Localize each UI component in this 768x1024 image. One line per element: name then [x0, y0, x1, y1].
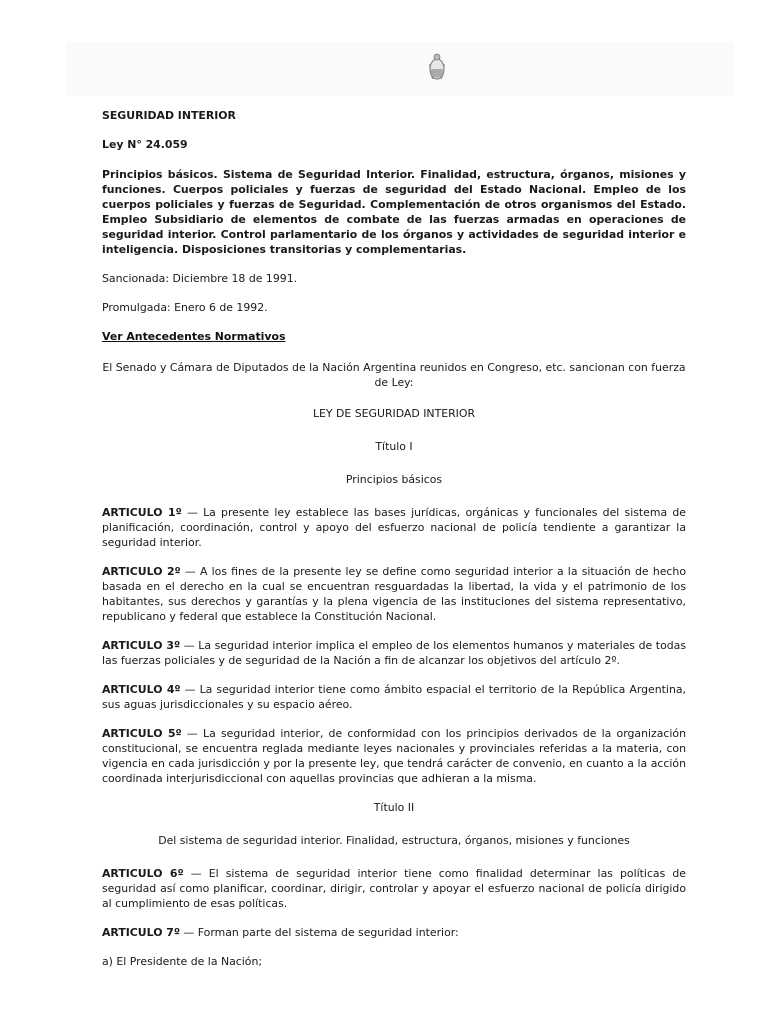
article-7-text: — Forman parte del sistema de seguridad interior: [179, 926, 459, 939]
article-5 [102, 726, 686, 786]
list-item: a) El Presidente de la Nación; [102, 955, 263, 968]
article-2-text: — A los fines de la presente ley se define como seguridad interior a la situación de hecho basada en el derecho en la cual se encuentran resguardadas la libertad, la vida y el patrimonio de los habitantes, sus derechos y garantías y la plena vigencia de las instituciones del sistema representativo, republicano y federal que establece la Constitución Nacional. [102, 565, 686, 623]
article-1-number: ARTICULO 1º [102, 506, 182, 519]
article-2 [102, 564, 686, 624]
antecedents-link[interactable]: Ver Antecedentes Normativos [102, 330, 286, 343]
article-5-number: ARTICULO 5º [102, 727, 182, 740]
article-6-text: — El sistema de seguridad interior tiene como finalidad determinar las políticas de seguridad así como planificar, coordinar, dirigir, controlar y apoyar el esfuerzo nacional de policía dirigido al cumplimiento de esas políticas. [102, 867, 686, 910]
article-5-text: — La seguridad interior, de conformidad con los principios derivados de la organización constitucional, se encuentra reglada mediante leyes nacionales y provinciales referidas a la materia, con vigencia en cada jurisdicción y por la presente ley, que tendrá carácter de convenio, en cuanto a la acción coordinada interjurisdiccional con aquellas provincias que adhieran a la misma. [102, 727, 686, 785]
article-4-number: ARTICULO 4º [102, 683, 181, 696]
article-2-number: ARTICULO 2º [102, 565, 181, 578]
article-4-text: — La seguridad interior tiene como ámbito espacial el territorio de la República Argentina, sus aguas jurisdiccionales y su espacio aéreo. [102, 683, 686, 711]
law-heading: LEY DE SEGURIDAD INTERIOR [312, 407, 476, 420]
sanction-date: Sancionada: Diciembre 18 de 1991. [102, 272, 298, 285]
argentine-coat-of-arms-icon [427, 52, 447, 84]
article-7 [102, 925, 686, 940]
header-band [66, 42, 734, 96]
promulgation-date: Promulgada: Enero 6 de 1992. [102, 301, 268, 314]
law-summary: Principios básicos. Sistema de Seguridad Interior. Finalidad, estructura, órganos, misiones y funciones. Cuerpos policiales y fuerzas de seguridad del Estado Nacional. Empleo de los cuerpos policiales y fuerzas de Seguridad. Complementación de otros organismos del Estado. Empleo Subsidiario de elementos de combate de las fuerzas armadas en operaciones de seguridad interior. Control parlamentario de los órganos y actividades de seguridad interior e inteligencia. Disposiciones transitorias y complementarias. [102, 168, 686, 256]
title-1-name: Principios básicos [345, 473, 443, 486]
article-3 [102, 638, 686, 668]
title-1-heading: Título I [375, 440, 413, 453]
article-6 [102, 866, 686, 911]
article-4 [102, 682, 686, 712]
article-6-number: ARTICULO 6º [102, 867, 184, 880]
title-2-heading: Título II [373, 801, 415, 814]
article-1-text: — La presente ley establece las bases jurídicas, orgánicas y funcionales del sistema de planificación, coordinación, control y apoyo del esfuerzo nacional de policía tendiente a garantizar la seguridad interior. [102, 506, 686, 549]
document-title: SEGURIDAD INTERIOR [102, 109, 236, 122]
title-2-name: Del sistema de seguridad interior. Finalidad, estructura, órganos, misiones y funciones [158, 834, 630, 847]
article-1 [102, 505, 686, 550]
article-3-number: ARTICULO 3º [102, 639, 181, 652]
article-3-text: — La seguridad interior implica el empleo de los elementos humanos y materiales de todas las fuerzas policiales y de seguridad de la Nación a fin de alcanzar los objetivos del artículo 2º. [102, 639, 686, 667]
preamble: El Senado y Cámara de Diputados de la Nación Argentina reunidos en Congreso, etc. sancionan con fuerza de Ley: [102, 361, 686, 389]
law-number: Ley N° 24.059 [102, 138, 188, 151]
article-7-number: ARTICULO 7º [102, 926, 180, 939]
law-document [102, 108, 686, 983]
